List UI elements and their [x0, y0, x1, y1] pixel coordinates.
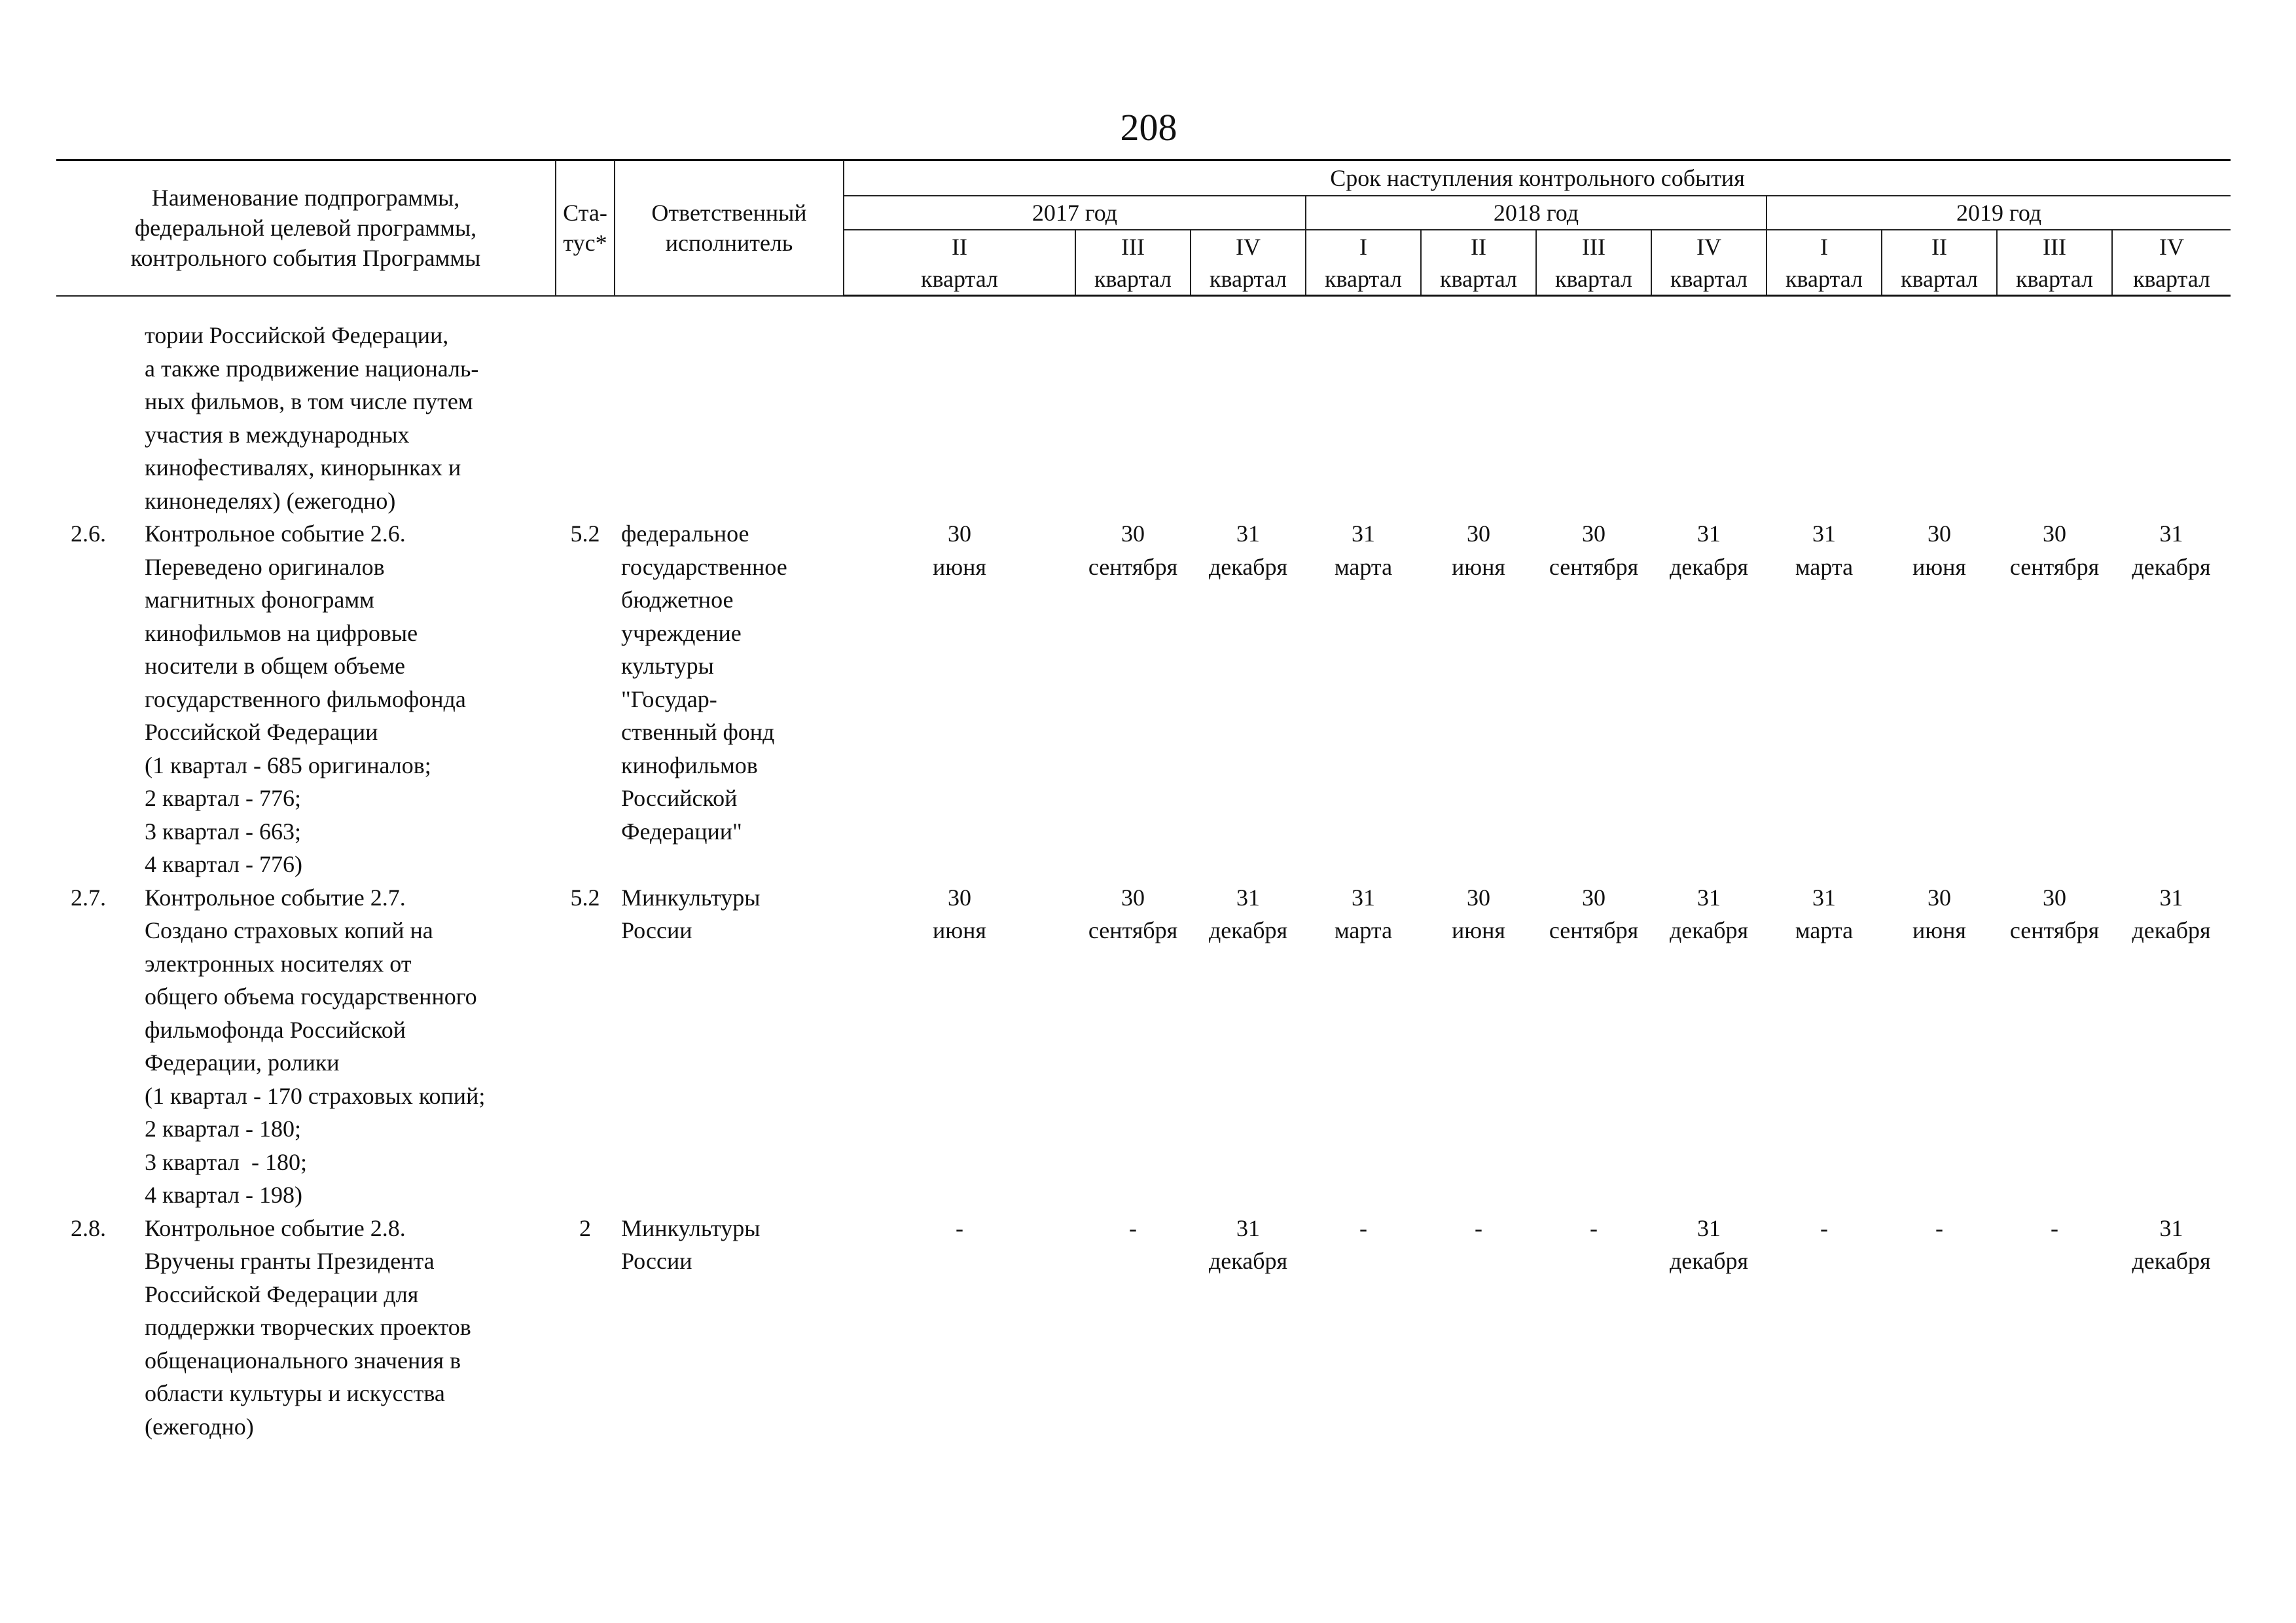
executor	[615, 517, 844, 881]
header-quarter-numeral: I	[1306, 230, 1421, 263]
header-status-line: Ста-	[563, 200, 607, 227]
header-quarter-numeral: IV	[1651, 230, 1767, 263]
deadline-month: сентября	[2009, 917, 2100, 943]
text-line: Федерации"	[621, 818, 742, 845]
deadline-month: декабря	[2132, 1248, 2211, 1274]
row-number: 2.6.	[71, 520, 106, 547]
deadline-month: сентября	[1549, 553, 1639, 580]
deadline-cell	[2112, 881, 2231, 1212]
deadline-month: сентября	[2009, 553, 2100, 580]
text-line: участия в международных	[145, 421, 410, 448]
deadline-day: 31	[1352, 884, 1375, 911]
deadline-cell	[1075, 1212, 1191, 1444]
deadline-cell	[1997, 517, 2112, 881]
header-quarter-word: квартал	[1306, 263, 1421, 296]
table-row	[56, 881, 2231, 1212]
header-quarter-word: квартал	[844, 263, 1075, 296]
deadline-cell	[1536, 517, 1651, 881]
text-line: культуры	[621, 653, 714, 679]
deadline-month: марта	[1334, 917, 1393, 943]
deadline-day: 30	[2043, 884, 2066, 911]
text-line: Контрольное событие 2.6.	[145, 520, 406, 547]
text-line: 4 квартал - 776)	[145, 851, 302, 877]
text-line: кинофильмов на цифровые	[145, 619, 418, 646]
deadline-day: 31	[1697, 884, 1721, 911]
text-line: 4 квартал - 198)	[145, 1182, 302, 1208]
deadline-month: июня	[1912, 917, 1966, 943]
text-line: Минкультуры	[621, 884, 761, 911]
deadline-day: 30	[1582, 884, 1605, 911]
header-quarter-word: квартал	[1191, 263, 1306, 296]
header-quarter-numeral: II	[1421, 230, 1536, 263]
text-line: кинофестивалях, кинорынках и	[145, 454, 461, 481]
deadline-day: 30	[1467, 520, 1490, 547]
text-line: общего объема государственного	[145, 983, 477, 1010]
deadline-day: 31	[1697, 520, 1721, 547]
header-quarter-word: квартал	[2112, 263, 2231, 296]
header-quarter-word: квартал	[1767, 263, 1882, 296]
header-quarter-numeral: I	[1767, 230, 1882, 263]
header-quarter-word: квартал	[1421, 263, 1536, 296]
header-deadline-group: Срок наступления контрольного события	[844, 160, 2231, 196]
header-quarter-numeral: IV	[2112, 230, 2231, 263]
deadline-cell	[1767, 517, 1882, 881]
deadline-cell	[1075, 881, 1191, 1212]
deadline-day: -	[1129, 1214, 1137, 1241]
deadline-day: 31	[1812, 520, 1836, 547]
text-line: Вручены гранты Президента	[145, 1248, 435, 1274]
deadline-day: 30	[2043, 520, 2066, 547]
text-line: Российской	[621, 785, 738, 811]
deadline-cell	[1997, 881, 2112, 1212]
text-line: 3 квартал - 180;	[145, 1148, 307, 1175]
deadline-day: -	[956, 1214, 963, 1241]
text-line: ных фильмов, в том числе путем	[145, 388, 473, 414]
text-line: "Государ-	[621, 685, 717, 712]
text-line: бюджетное	[621, 587, 734, 613]
text-line: области культуры и искусства	[145, 1380, 445, 1406]
deadline-day: -	[1590, 1214, 1598, 1241]
text-line: (ежегодно)	[145, 1413, 254, 1440]
header-executor-line: Ответственный	[651, 200, 807, 227]
header-quarter-numeral: IV	[1191, 230, 1306, 263]
deadline-month: декабря	[2132, 553, 2211, 580]
page-number: 208	[1120, 106, 1177, 149]
status: 5.2	[570, 520, 600, 547]
event-name	[145, 1212, 556, 1444]
header-quarter-numeral: II	[844, 230, 1075, 263]
deadline-cell	[844, 881, 1075, 1212]
text-line: кинофильмов	[621, 752, 758, 778]
text-line: тории Российской Федерации,	[145, 322, 449, 348]
deadline-month: сентября	[1549, 917, 1639, 943]
deadline-cell	[2112, 1212, 2231, 1444]
header-executor-line: исполнитель	[665, 230, 793, 257]
text-line: (1 квартал - 170 страховых копий;	[145, 1082, 486, 1109]
text-line: кинонеделях) (ежегодно)	[145, 487, 396, 514]
deadline-cell	[1306, 517, 1421, 881]
deadline-day: 31	[1236, 1214, 1260, 1241]
deadline-day: 30	[1121, 520, 1145, 547]
deadline-cell	[844, 517, 1075, 881]
control-events-table	[56, 159, 2231, 1443]
deadline-cell	[1421, 881, 1536, 1212]
executor	[615, 881, 844, 1212]
deadline-month: июня	[933, 917, 986, 943]
header-gap	[56, 296, 2231, 319]
deadline-day: -	[2051, 1214, 2058, 1241]
deadline-day: 31	[2159, 884, 2183, 911]
deadline-day: 30	[1928, 884, 1951, 911]
text-line: России	[621, 917, 692, 943]
deadline-day: 31	[1697, 1214, 1721, 1241]
header-quarter-word: квартал	[1997, 263, 2112, 296]
deadline-month: июня	[1912, 553, 1966, 580]
row-number	[56, 319, 145, 517]
table-row	[56, 517, 2231, 881]
text-line: фильмофонда Российской	[145, 1016, 406, 1043]
text-line line-cell: 2 квартал - 180;	[145, 1116, 301, 1142]
deadline-month: декабря	[1669, 1248, 1749, 1274]
deadline-cell	[1421, 1212, 1536, 1444]
deadline-day: -	[1359, 1214, 1367, 1241]
header-year-2018: 2018 год	[1306, 196, 1767, 230]
header-name-line: федеральной целевой программы,	[134, 215, 477, 242]
header-quarter-word: квартал	[1536, 263, 1651, 296]
header-name-line: Наименование подпрограммы,	[151, 185, 460, 211]
status: 2	[579, 1214, 591, 1241]
deadline-cell	[1767, 1212, 1882, 1444]
deadline-cell	[1306, 1212, 1421, 1444]
text-line: ственный фонд	[621, 719, 775, 745]
header-quarter-numeral: II	[1882, 230, 1997, 263]
empty-cell	[556, 319, 2231, 517]
header-quarter-word: квартал	[1651, 263, 1767, 296]
deadline-day: 31	[1236, 520, 1260, 547]
deadline-day: -	[1935, 1214, 1943, 1241]
deadline-cell	[2112, 517, 2231, 881]
text-line: общенационального значения в	[145, 1347, 461, 1374]
deadline-day: -	[1820, 1214, 1828, 1241]
deadline-cell	[1997, 1212, 2112, 1444]
text-line: Создано страховых копий на	[145, 917, 433, 943]
deadline-cell	[1651, 881, 1767, 1212]
deadline-month: июня	[1452, 553, 1505, 580]
deadline-day: 30	[1928, 520, 1951, 547]
deadline-cell	[1882, 881, 1997, 1212]
deadline-month: декабря	[1208, 553, 1288, 580]
table-row	[56, 1212, 2231, 1444]
text-line: а также продвижение националь-	[145, 355, 479, 382]
status: 5.2	[570, 884, 600, 911]
text-line: государственного фильмофонда	[145, 685, 466, 712]
deadline-month: июня	[1452, 917, 1505, 943]
deadline-cell	[1191, 881, 1306, 1212]
text-line: носители в общем объеме	[145, 653, 405, 679]
deadline-cell	[1075, 517, 1191, 881]
deadline-month: июня	[933, 553, 986, 580]
header-name-column	[56, 160, 556, 296]
text-line: Российской Федерации для	[145, 1281, 419, 1307]
header-executor-column	[615, 160, 844, 296]
header-quarter-numeral: III	[1075, 230, 1191, 263]
deadline-cell	[1191, 517, 1306, 881]
header-quarter-word: квартал	[1075, 263, 1191, 296]
text-line: 3 квартал - 663;	[145, 818, 301, 845]
deadline-cell	[1651, 1212, 1767, 1444]
header-quarter-numeral: III	[1536, 230, 1651, 263]
text-line: поддержки творческих проектов	[145, 1314, 471, 1340]
header-status-line: тус*	[563, 230, 607, 257]
header-year-2019: 2019 год	[1767, 196, 2231, 230]
deadline-month: декабря	[1669, 917, 1749, 943]
deadline-month: сентября	[1088, 553, 1178, 580]
text-line: электронных носителях от	[145, 950, 412, 977]
text-line: Контрольное событие 2.8.	[145, 1214, 406, 1241]
header-quarter-numeral: III	[1997, 230, 2112, 263]
row-number: 2.8.	[71, 1214, 106, 1241]
deadline-day: 30	[948, 884, 971, 911]
text-line: (1 квартал - 685 оригиналов;	[145, 752, 431, 778]
header-status-column	[556, 160, 615, 296]
event-name	[145, 881, 556, 1212]
deadline-cell	[1767, 881, 1882, 1212]
text-line: 2 квартал - 776;	[145, 785, 301, 811]
deadline-month: декабря	[1208, 917, 1288, 943]
deadline-day: 31	[1812, 884, 1836, 911]
deadline-cell	[1306, 881, 1421, 1212]
deadline-day: 31	[1236, 884, 1260, 911]
table-body	[56, 296, 2231, 1444]
text-line: Минкультуры	[621, 1214, 761, 1241]
deadline-month: декабря	[1669, 553, 1749, 580]
deadline-cell	[1191, 1212, 1306, 1444]
deadline-month: марта	[1334, 553, 1393, 580]
deadline-day: 30	[1467, 884, 1490, 911]
table-header	[56, 160, 2231, 296]
continuation-row	[56, 319, 2231, 517]
deadline-month: сентября	[1088, 917, 1178, 943]
deadline-cell	[844, 1212, 1075, 1444]
deadline-cell	[1536, 1212, 1651, 1444]
executor	[615, 1212, 844, 1444]
deadline-day: 30	[1121, 884, 1145, 911]
deadline-month: марта	[1795, 553, 1854, 580]
text-line: Переведено оригиналов	[145, 553, 385, 580]
text-line: Контрольное событие 2.7.	[145, 884, 406, 911]
event-name	[145, 517, 556, 881]
deadline-day: 30	[1582, 520, 1605, 547]
row-number: 2.7.	[71, 884, 106, 911]
deadline-cell	[1651, 517, 1767, 881]
text-line: государственное	[621, 553, 787, 580]
text-line: России	[621, 1248, 692, 1274]
deadline-cell	[1882, 1212, 1997, 1444]
text-line: Федерации, ролики	[145, 1049, 340, 1076]
deadline-day: 31	[2159, 520, 2183, 547]
deadline-cell	[1882, 517, 1997, 881]
header-quarter-word: квартал	[1882, 263, 1997, 296]
header-year-2017: 2017 год	[844, 196, 1306, 230]
deadline-month: декабря	[1208, 1248, 1288, 1274]
deadline-cell	[1421, 517, 1536, 881]
text-line: учреждение	[621, 619, 742, 646]
deadline-cell	[1536, 881, 1651, 1212]
deadline-month: декабря	[2132, 917, 2211, 943]
deadline-day: 31	[1352, 520, 1375, 547]
deadline-day: 31	[2159, 1214, 2183, 1241]
continuation-text	[145, 319, 556, 517]
text-line: Российской Федерации	[145, 719, 378, 745]
deadline-day: -	[1475, 1214, 1482, 1241]
text-line: федеральное	[621, 520, 749, 547]
deadline-month: марта	[1795, 917, 1854, 943]
header-name-line: контрольного события Программы	[130, 245, 481, 272]
deadline-day: 30	[948, 520, 971, 547]
text-line: магнитных фонограмм	[145, 587, 374, 613]
